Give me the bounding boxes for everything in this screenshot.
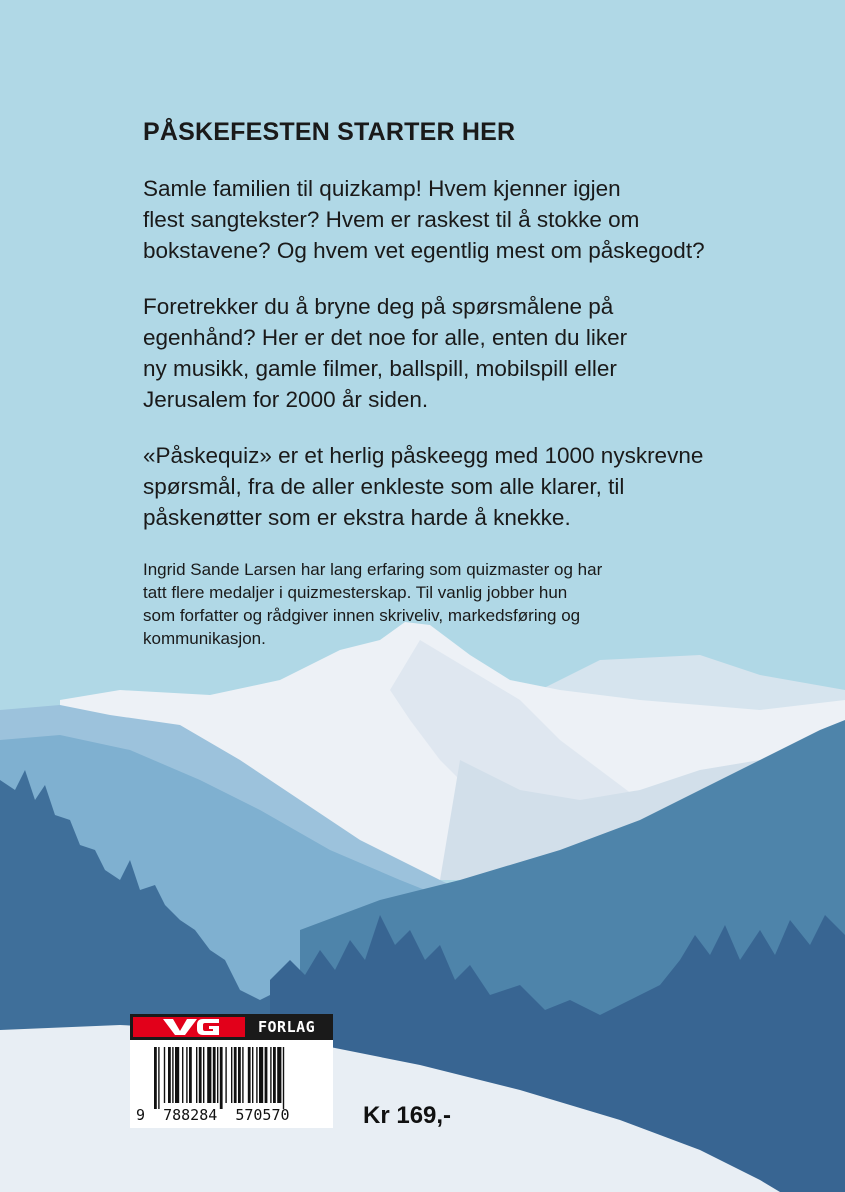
barcode-bar [186, 1047, 187, 1103]
price: Kr 169,- [363, 1102, 452, 1129]
barcode-bar [270, 1047, 271, 1103]
publisher-name: FORLAG [258, 1018, 316, 1036]
barcode-bar [234, 1047, 237, 1103]
barcode-bar [225, 1047, 226, 1103]
text-line: Jerusalem for 2000 år siden. [143, 387, 429, 412]
barcode-bar [158, 1047, 159, 1109]
barcode-bar [196, 1047, 197, 1103]
barcode-bar [213, 1047, 216, 1103]
vg-logo [133, 1017, 245, 1037]
intro-paragraph [143, 173, 783, 266]
barcode-bar [231, 1047, 232, 1103]
back-cover-text [143, 118, 783, 650]
barcode-bar [277, 1047, 281, 1103]
barcode-bar [256, 1047, 257, 1103]
publisher-logo [130, 1014, 333, 1040]
barcode-bar [203, 1047, 204, 1103]
text-line: spørsmål, fra de aller enkleste som alle klarer, til [143, 474, 625, 499]
barcode-bar [220, 1047, 223, 1109]
barcode-bar [164, 1047, 165, 1103]
barcode-bar [168, 1047, 171, 1103]
vg-logo-icon [133, 1017, 245, 1037]
barcode-bar [242, 1047, 243, 1103]
third-paragraph [143, 440, 783, 533]
barcode-bar [199, 1047, 202, 1103]
barcode-bar [248, 1047, 251, 1103]
barcode-bar [238, 1047, 241, 1103]
barcode-bar [217, 1047, 218, 1103]
text-line: Samle familien til quizkamp! Hvem kjenner igjen [143, 176, 621, 201]
barcode-bar [189, 1047, 192, 1103]
text-line: flest sangtekster? Hvem er raskest til å stokke om [143, 207, 640, 232]
text-line: ny musikk, gamle filmer, ballspill, mobilspill eller [143, 356, 617, 381]
barcode-bar [283, 1047, 284, 1109]
barcode-label [130, 1014, 333, 1128]
text-line: Ingrid Sande Larsen har lang erfaring som quizmaster og har [143, 560, 603, 579]
barcode-bar [182, 1047, 183, 1103]
text-line: tatt flere medaljer i quizmesterskap. Til vanlig jobber hun [143, 583, 568, 602]
headline: PÅSKEFESTEN STARTER HER [143, 118, 516, 146]
text-line: påskenøtter som er ekstra harde å knekke. [143, 505, 571, 530]
second-paragraph [143, 291, 783, 415]
barcode-bar [259, 1047, 263, 1103]
text-line: kommunikasjon. [143, 629, 266, 648]
barcode-bar [175, 1047, 179, 1103]
text-line: som forfatter og rådgiver innen skriveliv, markedsføring og [143, 606, 581, 625]
text-line: egenhånd? Her er det noe for alle, enten du liker [143, 325, 628, 350]
isbn-digits: 9 788284 570570 [136, 1106, 290, 1124]
barcode-bar [273, 1047, 276, 1103]
barcode-bar [207, 1047, 211, 1103]
barcode-icon [154, 1047, 326, 1109]
text-line: bokstavene? Og hvem vet egentlig mest om påskegodt? [143, 238, 705, 263]
text-line: «Påskequiz» er et herlig påskeegg med 1000 nyskrevne [143, 443, 704, 468]
barcode-bar [252, 1047, 253, 1103]
author-bio [143, 558, 783, 650]
barcode-bar [154, 1047, 157, 1109]
text-line: Foretrekker du å bryne deg på spørsmålene på [143, 294, 614, 319]
barcode-bar [265, 1047, 268, 1103]
barcode-bar [172, 1047, 173, 1103]
